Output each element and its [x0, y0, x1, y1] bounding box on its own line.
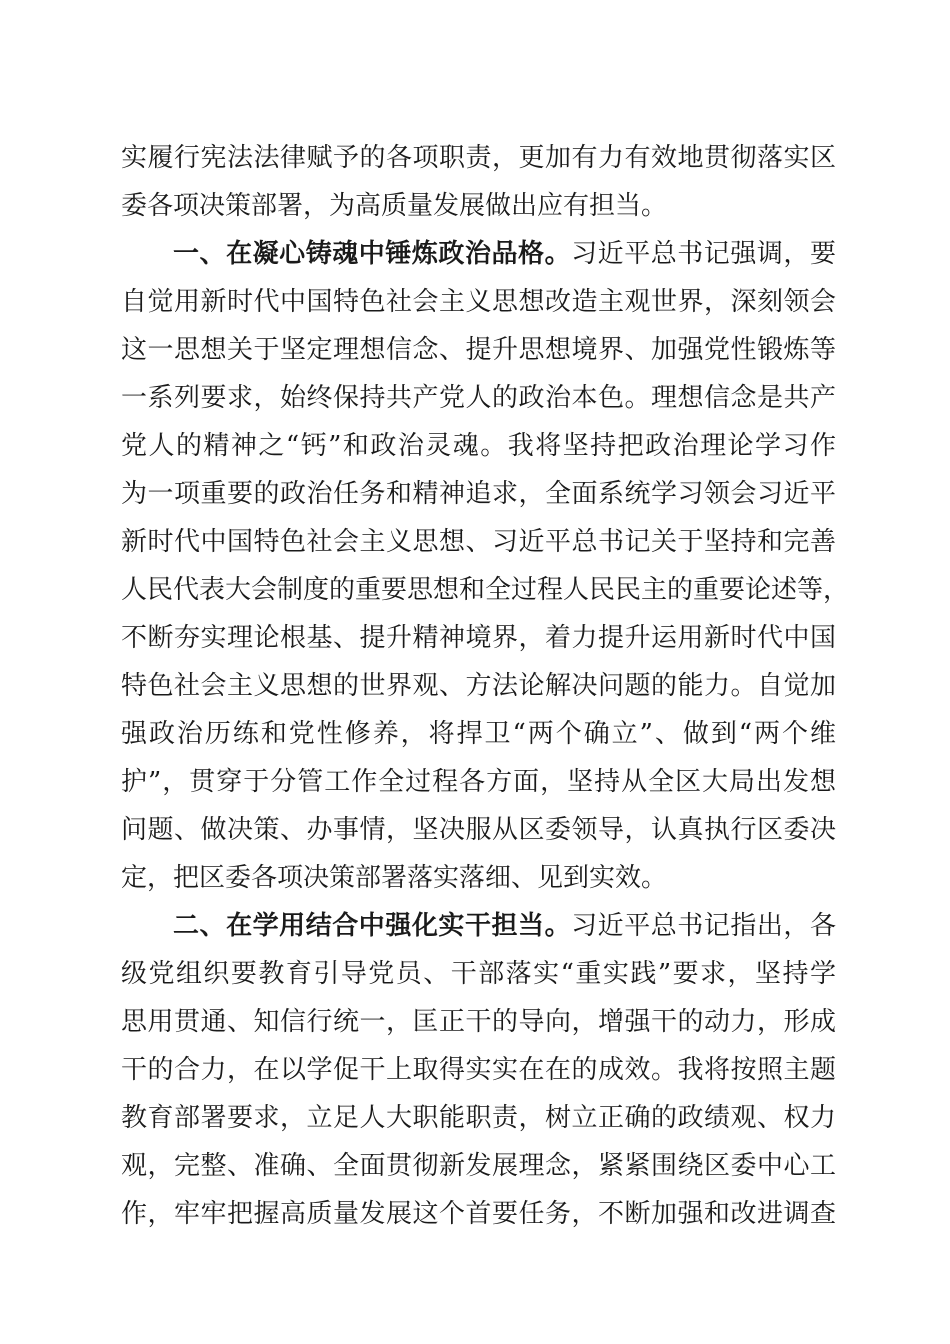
text-line: 实履行宪法法律赋予的各项职责，更加有力有效地贯彻落实区: [121, 143, 836, 173]
text-line-fragment: 习近平总书记指出，各: [571, 911, 836, 941]
text-line: 自觉用新时代中国特色社会主义思想改造主观世界，深刻领会: [121, 287, 836, 317]
text-line: 观，完整、准确、全面贯彻新发展理念，紧紧围绕区委中心工: [121, 1151, 836, 1181]
text-line: 党人的精神之“钙”和政治灵魂。我将坚持把政治理论学习作: [121, 431, 836, 461]
text-line: 问题、做决策、办事情，坚决服从区委领导，认真执行区委决: [121, 815, 836, 845]
text-line: 强政治历练和党性修养，将捍卫“两个确立”、做到“两个维: [121, 719, 836, 749]
section-2-heading: 二、在学用结合中强化实干担当。: [173, 911, 572, 941]
text-line: 教育部署要求，立足人大职能职责，树立正确的政绩观、权力: [121, 1103, 836, 1133]
text-line: 这一思想关于坚定理想信念、提升思想境界、加强党性锻炼等: [121, 335, 836, 365]
text-line: 新时代中国特色社会主义思想、习近平总书记关于坚持和完善: [121, 527, 836, 557]
text-line: 思用贯通、知信行统一，匡正干的导向，增强干的动力，形成: [121, 1007, 836, 1037]
text-line: 不断夯实理论根基、提升精神境界，着力提升运用新时代中国: [121, 623, 836, 653]
section-2-first-line: [173, 906, 836, 946]
text-line: 级党组织要教育引导党员、干部落实“重实践”要求，坚持学: [121, 959, 836, 989]
text-line-fragment: 习近平总书记强调，要: [571, 239, 836, 269]
section-1-first-line: [173, 234, 836, 274]
text-line: 一系列要求，始终保持共产党人的政治本色。理想信念是共产: [121, 383, 836, 413]
text-line: 护”，贯穿于分管工作全过程各方面，坚持从全区大局出发想: [121, 767, 836, 797]
section-1-heading: 一、在凝心铸魂中锤炼政治品格。: [173, 239, 572, 269]
text-line: 特色社会主义思想的世界观、方法论解决问题的能力。自觉加: [121, 671, 836, 701]
text-line: 委各项决策部署，为高质量发展做出应有担当。: [121, 191, 668, 221]
text-line: 定，把区委各项决策部署落实落细、见到实效。: [121, 863, 668, 893]
text-line: 作，牢牢把握高质量发展这个首要任务，不断加强和改进调查: [121, 1199, 836, 1229]
text-line: 干的合力，在以学促干上取得实实在在的成效。我将按照主题: [121, 1055, 836, 1085]
text-line: 为一项重要的政治任务和精神追求，全面系统学习领会习近平: [121, 479, 836, 509]
text-line: 人民代表大会制度的重要思想和全过程人民民主的重要论述等，: [121, 575, 850, 605]
